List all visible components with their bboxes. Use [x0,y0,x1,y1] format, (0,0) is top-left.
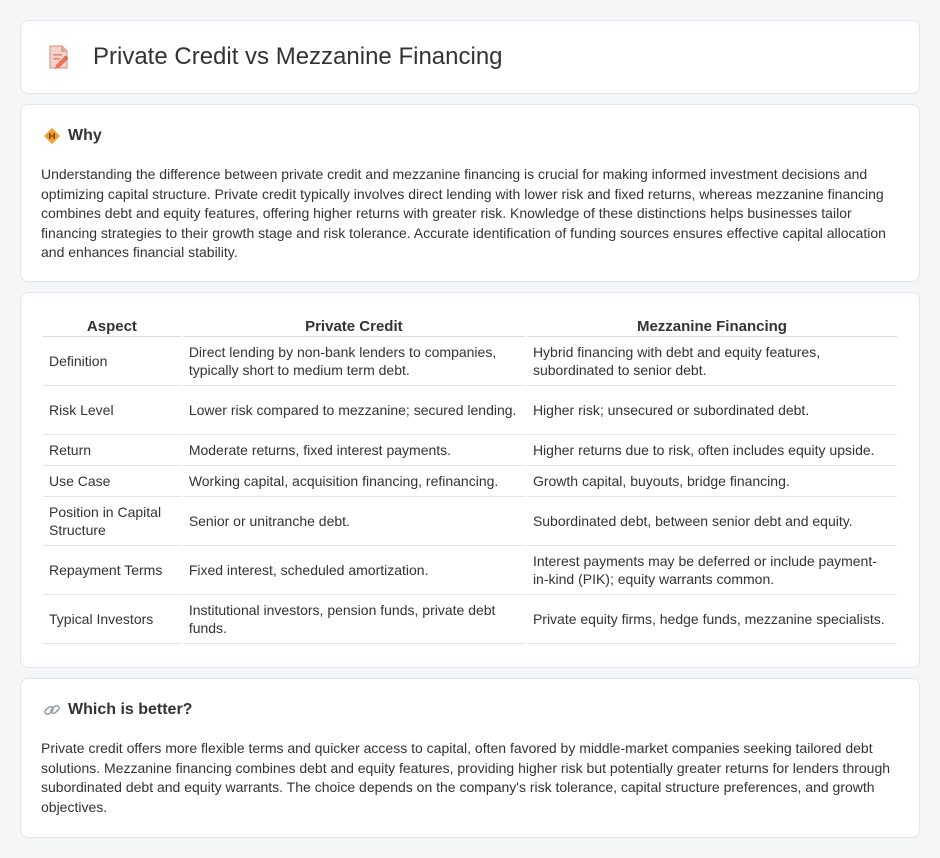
row-aspect: Typical Investors [43,595,181,644]
header-mezzanine: Mezzanine Financing [527,315,897,337]
row-private-credit: Institutional investors, pension funds, private debt funds. [183,595,525,644]
better-heading [43,701,192,719]
table-row [43,386,897,435]
row-private-credit: Direct lending by non-bank lenders to companies, typically short to medium term debt. [183,337,525,386]
table-row [43,546,897,595]
row-mezzanine: Hybrid financing with debt and equity features, subordinated to senior debt. [527,337,897,386]
title-row [47,43,503,71]
header-card [20,20,920,94]
table-row [43,595,897,644]
row-mezzanine: Interest payments may be deferred or include payment-in-kind (PIK); equity warrants common. [527,546,897,595]
row-private-credit: Fixed interest, scheduled amortization. [183,546,525,595]
why-text: Understanding the difference between private credit and mezzanine financing is crucial for making informed investment decisions and optimizing capital structure. Private credit typically involves direct lending with lower risk and fixed returns, whereas mezzanine financing combines debt and equity features, offering higher returns with greater risk. Knowledge of these distinctions helps businesses tailor financing strategies to their growth stage and risk tolerance. Accurate identification of funding sources ensures effective capital allocation and enhances financial stability. [41,166,886,261]
row-aspect: Risk Level [43,386,181,435]
row-aspect: Repayment Terms [43,546,181,595]
table-row [43,466,897,497]
why-title: Why [68,127,102,144]
header-private-credit: Private Credit [183,315,525,337]
diamond-warning-icon [43,127,61,145]
table-row [43,435,897,466]
row-mezzanine: Higher risk; unsecured or subordinated debt. [527,386,897,435]
row-aspect: Definition [43,337,181,386]
better-text: Private credit offers more flexible terms and quicker access to capital, often favored by middle-market companies seeking tailored debt solutions. Mezzanine financing combines debt and equity features, providing higher risk but potentially greater returns for lenders through subordinated debt and equity warrants. The choice depends on the company's risk tolerance, capital structure preferences, and growth objectives. [41,740,891,815]
table-header-row [43,315,897,337]
row-private-credit: Lower risk compared to mezzanine; secured lending. [183,386,525,435]
why-card [20,104,920,282]
link-icon [43,701,61,719]
row-aspect: Use Case [43,466,181,497]
row-private-credit: Working capital, acquisition financing, refinancing. [183,466,525,497]
which-better-card [20,678,920,838]
document-pencil-icon [47,44,71,70]
table-row [43,337,897,386]
row-mezzanine: Growth capital, buyouts, bridge financing. [527,466,897,497]
row-aspect: Position in Capital Structure [43,497,181,546]
row-private-credit: Senior or unitranche debt. [183,497,525,546]
table-row [43,497,897,546]
row-mezzanine: Private equity firms, hedge funds, mezzanine specialists. [527,595,897,644]
comparison-card [20,292,920,668]
better-title: Which is better? [68,701,193,718]
page-title: Private Credit vs Mezzanine Financing [93,43,503,70]
row-mezzanine: Higher returns due to risk, often includes equity upside. [527,435,897,466]
why-heading [43,127,102,145]
row-mezzanine: Subordinated debt, between senior debt and equity. [527,497,897,546]
header-aspect: Aspect [43,315,181,337]
comparison-table [41,315,899,644]
row-private-credit: Moderate returns, fixed interest payments. [183,435,525,466]
row-aspect: Return [43,435,181,466]
